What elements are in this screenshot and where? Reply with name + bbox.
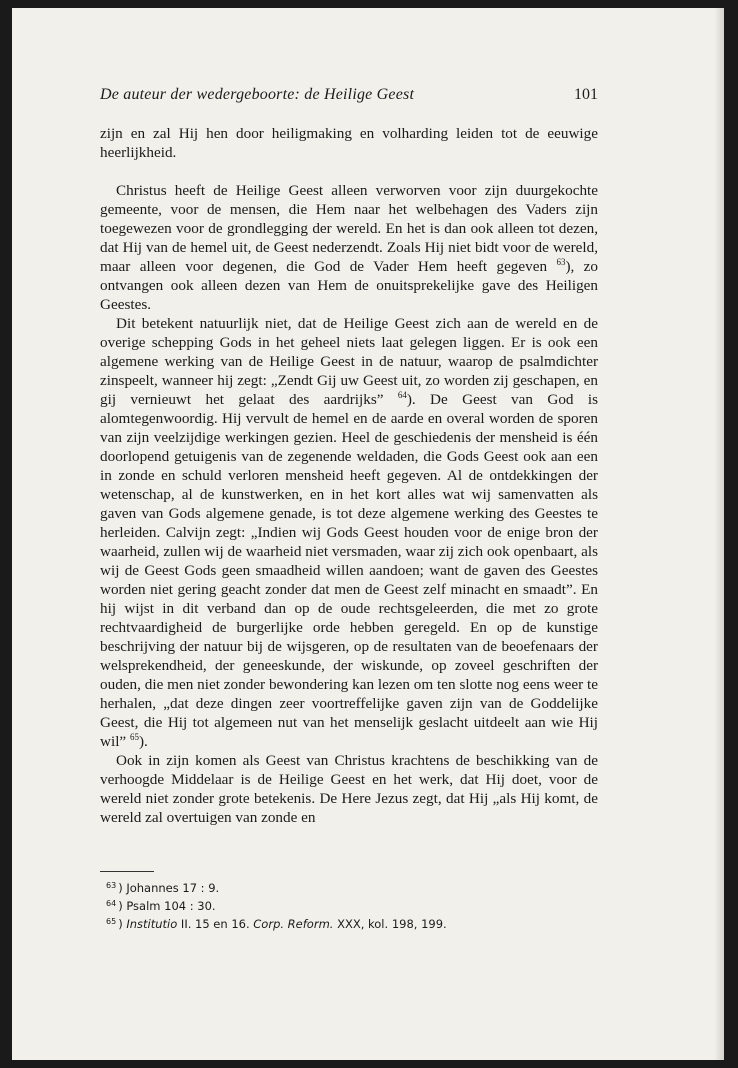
body-text bbox=[100, 124, 598, 827]
paragraph-2 bbox=[100, 181, 598, 314]
footnote-text: ) Psalm 104 : 30. bbox=[118, 899, 216, 913]
book-page bbox=[12, 8, 724, 1060]
page-header bbox=[100, 86, 598, 110]
paragraph-3-text-mid: ). De Geest van God is alomtegenwoordig. Hij vervult de hemel en de aarde en overal worden de sporen van zijn veelzijdige werkingen gezien. Heel de geschiedenis der mensheid is één doorlopend getuigenis van de zegenende weldaden, die Gods Geest ook aan een in zonde en schuld verloren mensheid heeft gegeven. Al de ontdekkingen der wetenschap, al de kunstwerken, en in het kort alles wat wij samenvatten als gaven van Gods algemene genade, is tot deze algemene werking des Geestes te herleiden. Calvijn zegt: „Indien wij Gods Geest houden voor de enige bron der waarheid, zullen wij de waarheid niet versmaden, waar zij zich ook openbaart, als wij de Geest Gods geen smaadheid willen aandoen; want de gaven des Geestes worden niet gering geacht zonder dat men de Geest zelf minacht en smaadt”. En hij wijst in dit verband dan op de oude rechtsgeleerden, die met zo grote rechtvaardigheid de burgerlijke orde hebben geregeld. En op de kunstige beschrijving der natuur bij de wijsgeren, op de resultaten van de beoefenaars der welsprekendheid, der geneeskunde, der wiskunde, op zoveel geschriften der ouden, die men niet zonder bewondering kan lezen om ten slotte nog eens weer te herhalen, „dat deze dingen zeer voortreffelijke gaven zijn van de Goddelijke Geest, die Hij tot algemeen nut van het menselijk geslacht uitdeelt aan wie Hij wil” bbox=[100, 391, 598, 750]
paragraph-2-text: Christus heeft de Heilige Geest alleen verworven voor zijn duurgekochte gemeente, voor de mensen, die Hem naar het welbehagen des Vaders zijn toegewezen voor de grondlegging der wereld. En het is dan ook alleen tot dezen, dat Hij van de hemel uit, de Geest nederzendt. Zoals Hij niet bidt voor de wereld, maar alleen voor degenen, die God de Vader Hem heeft gegeven bbox=[100, 182, 598, 275]
footnote-text: ) Johannes 17 : 9. bbox=[118, 881, 220, 895]
footnote-64 bbox=[100, 896, 598, 914]
footnote-italic-title: Corp. Reform. bbox=[253, 917, 334, 931]
footnote-63 bbox=[100, 878, 598, 896]
paragraph-1: zijn en zal Hij hen door heiligmaking en volharding leiden tot de eeuwige heerlijkheid. bbox=[100, 125, 598, 161]
footnote-ref-63: 63 bbox=[556, 257, 566, 267]
footnote-text: II. 15 en 16. bbox=[177, 917, 254, 931]
footnote-number: 65 bbox=[106, 917, 117, 926]
paragraph-3-text: Dit betekent natuurlijk niet, dat de Heilige Geest zich aan de wereld en de overige schepping Gods in het geheel niets laat gelegen liggen. Er is ook een algemene werking van de Heilige Geest in de natuur, waarop de psalmdichter zinspeelt, wanneer hij zegt: „Zendt Gij uw Geest uit, zo worden zij geschapen, en gij vernieuwt het gelaat des aardrijks” bbox=[100, 315, 598, 408]
paragraph-3 bbox=[100, 314, 598, 751]
footnote-divider bbox=[100, 871, 154, 872]
footnote-text: XXX, kol. 198, 199. bbox=[333, 917, 447, 931]
paragraph-3-text-end: ). bbox=[138, 733, 148, 750]
footnote-ref-65: 65 bbox=[129, 732, 139, 742]
footnote-number: 63 bbox=[106, 881, 117, 890]
page-edge-shadow bbox=[714, 8, 724, 1060]
footnote-65 bbox=[100, 914, 598, 932]
paragraph-2-text-end: ), zo ontvangen ook alleen dezen van Hem de onuitsprekelijke gave des Heiligen Geestes. bbox=[100, 258, 598, 313]
footnote-italic-title: Institutio bbox=[126, 917, 178, 931]
footnote-text: ) bbox=[118, 917, 127, 931]
page-number: 101 bbox=[574, 86, 598, 103]
footnotes bbox=[100, 878, 598, 932]
paragraph-4: Ook in zijn komen als Geest van Christus krachtens de beschikking van de verhoogde Middelaar is de Heilige Geest en het werk, dat Hij doet, voor de wereld niet zonder grote betekenis. De Here Jezus zegt, dat Hij „als Hij komt, de wereld zal overtuigen van zonde en bbox=[100, 752, 598, 826]
footnote-ref-64: 64 bbox=[397, 390, 407, 400]
running-title: De auteur der wedergeboorte: de Heilige Geest bbox=[100, 86, 415, 103]
footnote-number: 64 bbox=[106, 899, 117, 908]
